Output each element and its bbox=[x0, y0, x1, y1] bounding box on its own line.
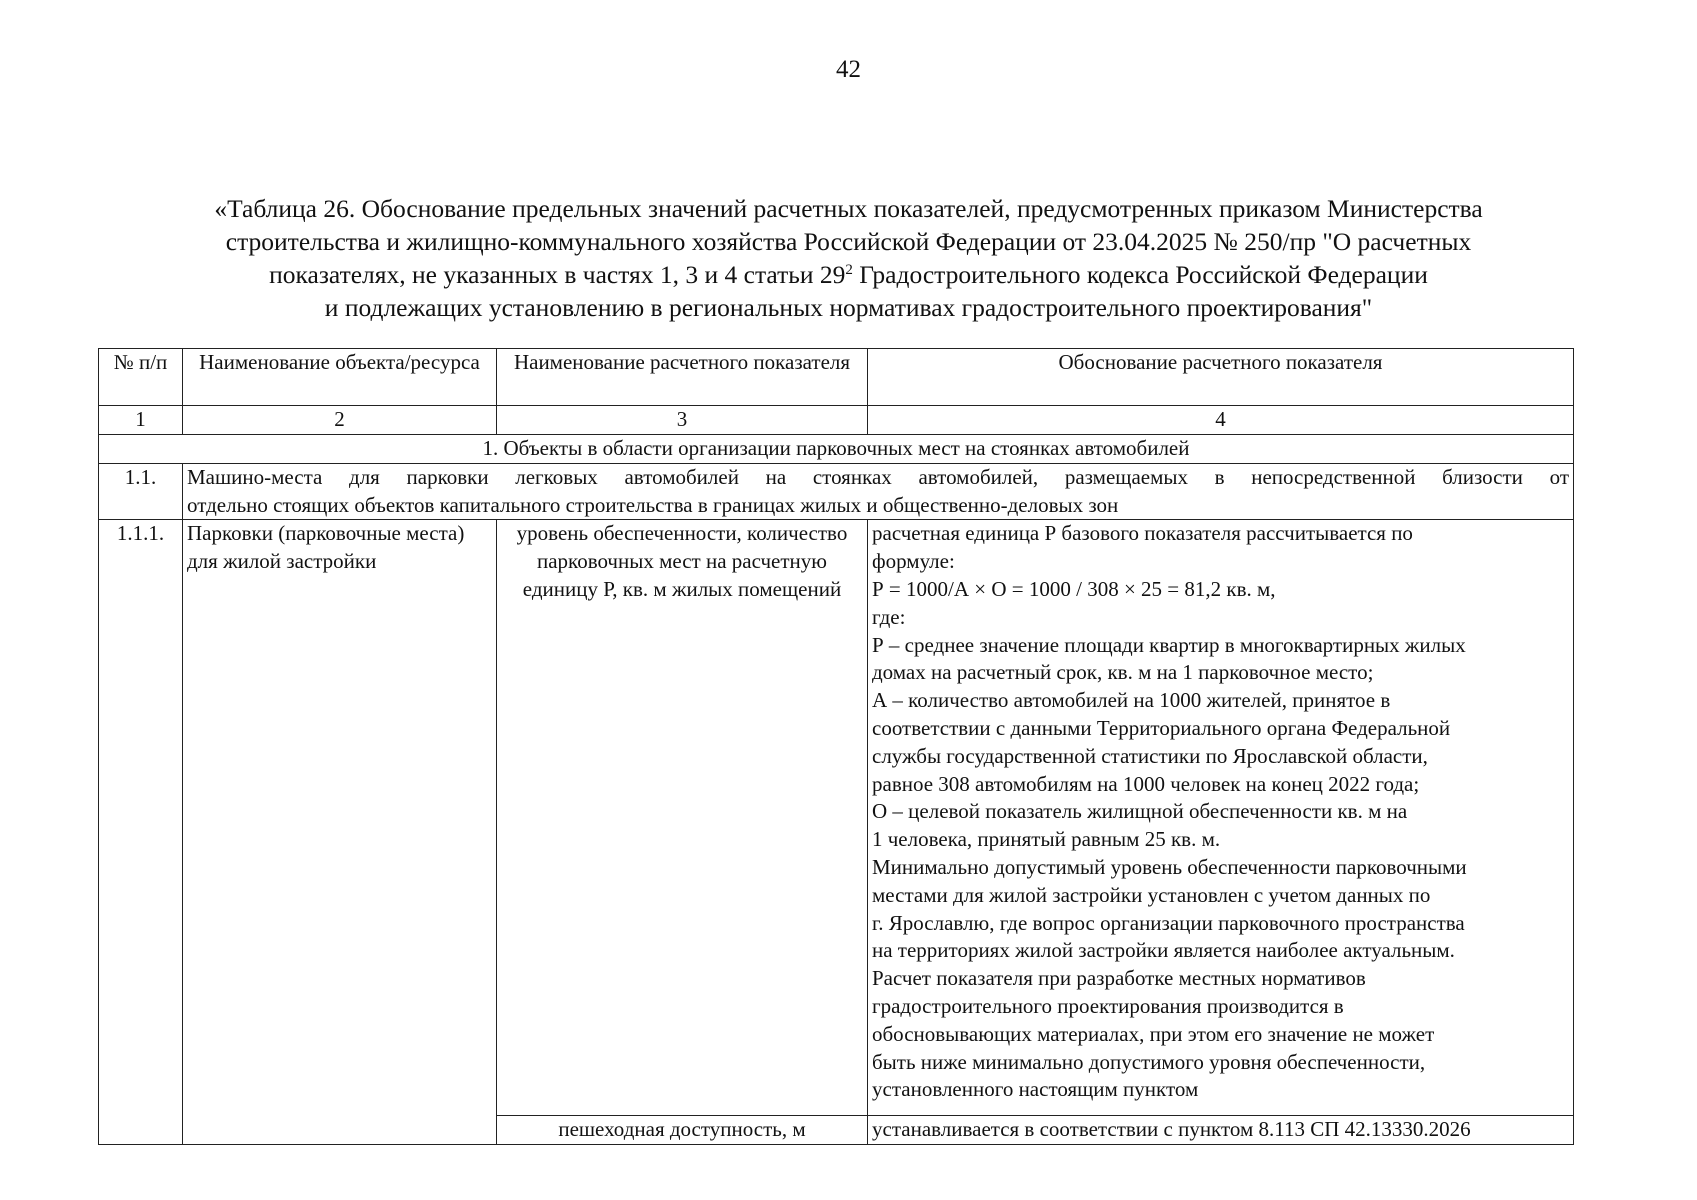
justification-line: А – количество автомобилей на 1000 жителей, принятое в bbox=[872, 688, 1391, 713]
section-row bbox=[99, 434, 1574, 463]
justification-line: службы государственной статистики по Ярославской области, bbox=[872, 743, 1428, 768]
justification-line: Р – среднее значение площади квартир в многоквартирных жилых bbox=[872, 632, 1466, 657]
caption-line: показателях, не указанных в частях 1, 3 и 4 статьи $29^2$ Градостроительного кодекса Российской Федерации bbox=[269, 260, 1428, 289]
column-number: 1 bbox=[99, 406, 183, 435]
justification-line: обосновывающих материалах, при этом его значение не может bbox=[872, 1021, 1435, 1046]
column-number-row bbox=[99, 406, 1574, 435]
justification-line: градостроительного проектирования производится в bbox=[872, 993, 1344, 1018]
subsection-title: Машино-места для парковки легковых автомобилей на стоянках автомобилей, размещаемых в непосредственной близости от отдельно стоящих объектов капитального строительства в границах жилых и общественно-деловых зон bbox=[183, 463, 1574, 520]
indicator-name: пешеходная доступность, м bbox=[497, 1116, 868, 1145]
header-cell-number: № п/п bbox=[99, 349, 183, 406]
justification-line: Минимально допустимый уровень обеспеченности парковочными bbox=[872, 854, 1467, 879]
justification-line: Расчет показателя при разработке местных нормативов bbox=[872, 966, 1366, 991]
justification-line: 1 человека, принятый равным 25 кв. м. bbox=[872, 827, 1221, 852]
justification-line: установленного настоящим пунктом bbox=[872, 1077, 1199, 1102]
row-number: 1.1.1. bbox=[99, 520, 183, 1116]
caption-line: и подлежащих установлению в региональных нормативах градостроительного проектирования" bbox=[324, 293, 1373, 322]
justification-line: О – целевой показатель жилищной обеспеченности кв. м на bbox=[872, 799, 1408, 824]
column-number: 2 bbox=[183, 406, 497, 435]
header-row bbox=[99, 349, 1574, 406]
page-number: 42 bbox=[836, 56, 861, 83]
justification-line: местами для жилой застройки установлен с учетом данных по bbox=[872, 882, 1431, 907]
header-cell-object: Наименование объекта/ресурса bbox=[183, 349, 497, 406]
justification-line: быть ниже минимально допустимого уровня обеспеченности, bbox=[872, 1049, 1426, 1074]
justification-line: Р = 1000/А × О = 1000 / 308 × 25 = 81,2 кв. м, bbox=[872, 576, 1276, 601]
object-name: Парковки (парковочные места) для жилой застройки bbox=[183, 520, 497, 1116]
table-row bbox=[99, 1116, 1574, 1145]
subsection-number: 1.1. bbox=[99, 463, 183, 520]
subsection-row bbox=[99, 463, 1574, 520]
section-title: 1. Объекты в области организации парковочных мест на стоянках автомобилей bbox=[99, 434, 1574, 463]
justification-line: где: bbox=[872, 604, 906, 629]
justification-text bbox=[868, 520, 1574, 1116]
justification-line: домах на расчетный срок, кв. м на 1 парковочное место; bbox=[872, 660, 1374, 685]
justification-text: устанавливается в соответствии с пунктом 8.113 СП 42.13330.2026 bbox=[868, 1116, 1574, 1145]
table-caption bbox=[100, 192, 1597, 324]
empty-cell bbox=[99, 1116, 183, 1145]
justification-line: г. Ярославлю, где вопрос организации парковочного пространства bbox=[872, 910, 1465, 935]
header-cell-justification: Обоснование расчетного показателя bbox=[868, 349, 1574, 406]
justification-line: на территориях жилой застройки является наиболее актуальным. bbox=[872, 938, 1455, 963]
column-number: 3 bbox=[497, 406, 868, 435]
justification-line: формуле: bbox=[872, 549, 955, 574]
column-number: 4 bbox=[868, 406, 1574, 435]
superscript: 2 bbox=[845, 262, 853, 278]
caption-line: «Таблица 26. Обоснование предельных значений расчетных показателей, предусмотренных приказом Министерства bbox=[214, 194, 1483, 223]
justification-line: соответствии с данными Территориального органа Федеральной bbox=[872, 715, 1451, 740]
justification-line: равное 308 автомобилям на 1000 человек на конец 2022 года; bbox=[872, 771, 1420, 796]
justification-table bbox=[98, 348, 1574, 1145]
indicator-name: уровень обеспеченности, количество парковочных мест на расчетную единицу Р, кв. м жилых помещений bbox=[497, 520, 868, 1116]
caption-line: строительства и жилищно-коммунального хозяйства Российской Федерации от 23.04.2025 № 250/пр "О расчетных bbox=[225, 227, 1472, 256]
justification-line: расчетная единица Р базового показателя рассчитывается по bbox=[872, 521, 1413, 546]
header-cell-indicator: Наименование расчетного показателя bbox=[497, 349, 868, 406]
table-row bbox=[99, 520, 1574, 1116]
empty-cell bbox=[183, 1116, 497, 1145]
